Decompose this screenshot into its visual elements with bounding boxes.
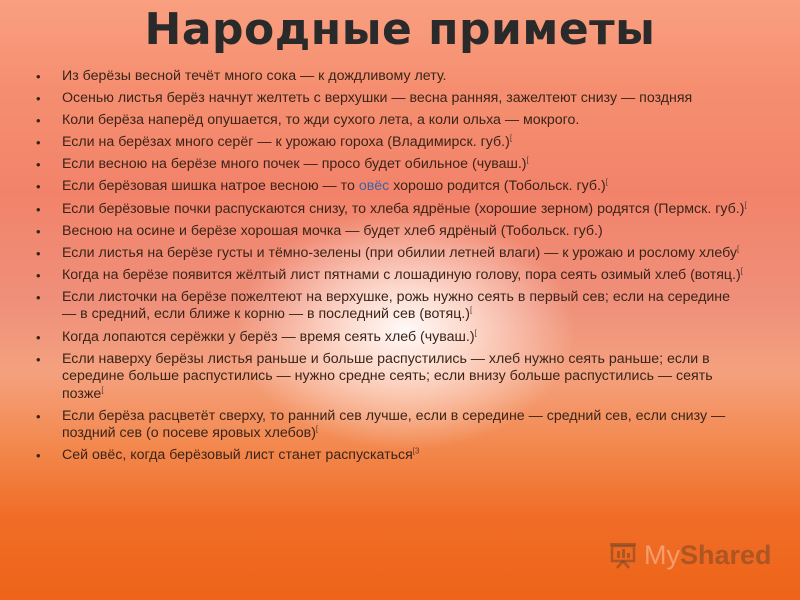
- list-item-text: Если наверху берёзы листья раньше и больше распустились — хлеб нужно сеять раньше; если в середине больше распустились — нужно средне сеять; если внизу больше распустились — сеять позже: [62, 350, 713, 402]
- list-item-text: Когда на берёзе появится жёлтый лист пятнами с лошадиную голову, пора сеять озимый хлеб (вотяц.): [62, 266, 741, 283]
- list-item-text: Когда лопаются серёжки у берёз — время сеять хлеб (чуваш.): [62, 328, 475, 345]
- bullet-icon: •: [36, 201, 41, 217]
- footnote-ref[interactable]: [: [101, 384, 104, 394]
- list-item-text: Коли берёза наперёд опушается, то жди сухого лета, а коли ольха — мокрого.: [62, 112, 580, 129]
- bullet-icon: •: [36, 69, 41, 84]
- list-item: [34, 134, 748, 152]
- logo-text-my: My: [644, 539, 680, 570]
- footnote-ref[interactable]: [: [474, 327, 477, 337]
- footnote-ref[interactable]: [: [315, 424, 319, 434]
- list-item-text: Если листья на берёзе густы и тёмно-зелены (при обилии летней влаги) — к урожаю и рослому хлебу: [62, 244, 737, 261]
- bullet-icon: •: [36, 135, 41, 151]
- bullet-icon: •: [36, 351, 41, 367]
- footnote-ref[interactable]: [: [509, 133, 513, 143]
- slide-title: Народные приметы: [144, 4, 656, 55]
- list-item-text: Если весною на берёзе много почек — просо будет обильное (чуваш.): [62, 156, 527, 173]
- footnote-ref[interactable]: [: [526, 155, 529, 165]
- footnote-ref[interactable]: [: [736, 244, 740, 254]
- presentation-board-icon: [608, 540, 638, 570]
- list-item: [34, 90, 748, 108]
- bullet-icon: •: [36, 179, 41, 195]
- list-item: [34, 267, 748, 285]
- list-item: [34, 156, 748, 174]
- bullet-icon: •: [36, 267, 41, 283]
- footnote-ref[interactable]: [: [605, 177, 608, 187]
- bullet-icon: •: [36, 157, 41, 173]
- myshared-logo[interactable]: [608, 538, 772, 572]
- footnote-ref[interactable]: [3: [412, 446, 420, 456]
- list-item-text: Осенью листья берёз начнут желтеть с верхушки — весна ранняя, зажелтеют снизу — поздняя: [62, 90, 693, 107]
- list-item-text: Если берёзовая шишка натрое весною — то: [62, 178, 359, 195]
- list-item-text: хорошо родится (Тобольск. губ.): [389, 178, 606, 195]
- list-item: [34, 223, 748, 241]
- list-item-link[interactable]: овёс: [358, 178, 390, 195]
- list-item: [34, 408, 748, 443]
- list-item: [34, 447, 748, 465]
- list-item-text: Если берёза расцветёт сверху, то ранний сев лучше, если в середине — средний сев, если снизу — поздний сев (о посеве яровых хлебов): [62, 407, 726, 442]
- list-item: [34, 201, 748, 219]
- bullet-icon: •: [36, 91, 41, 107]
- bullet-icon: •: [36, 448, 41, 464]
- footnote-ref[interactable]: [: [740, 266, 743, 276]
- list-item: [34, 68, 748, 86]
- bullet-icon: •: [36, 408, 41, 424]
- list-item-text: Весною на осине и берёзе хорошая мочка — будет хлеб ядрёный (Тобольск. губ.): [62, 222, 603, 239]
- list-item: [34, 289, 748, 324]
- footnote-ref[interactable]: [: [744, 199, 747, 209]
- list-item: [34, 351, 748, 404]
- logo-text: [644, 540, 772, 571]
- signs-list: [34, 68, 748, 469]
- footnote-ref[interactable]: [: [470, 305, 473, 315]
- list-item-text: Если листочки на берёзе пожелтеют на верхушке, рожь нужно сеять в первый сев; если на середине — в средний, если ближе к корню — в последний сев (вотяц.): [62, 288, 730, 323]
- list-item-text: Если на берёзах много серёг — к урожаю гороха (Владимирск. губ.): [62, 134, 510, 151]
- logo-text-shared: Shared: [680, 539, 772, 570]
- bullet-icon: •: [36, 245, 41, 261]
- list-item: [34, 329, 748, 347]
- list-item-text: Если берёзовые почки распускаются снизу, то хлеба ядрёные (хорошие зерном) родятся (Пермск. губ.): [62, 200, 745, 217]
- bullet-icon: •: [36, 329, 41, 345]
- bullet-icon: •: [36, 223, 41, 239]
- list-item: [34, 245, 748, 263]
- list-item-text: Сей овёс, когда берёзовый лист станет распускаться: [62, 447, 413, 464]
- list-item: [34, 112, 748, 130]
- bullet-icon: •: [36, 113, 41, 129]
- list-item-text: Из берёзы весной течёт много сока — к дождливому лету.: [62, 68, 447, 84]
- list-item: [34, 178, 748, 196]
- bullet-icon: •: [36, 289, 41, 305]
